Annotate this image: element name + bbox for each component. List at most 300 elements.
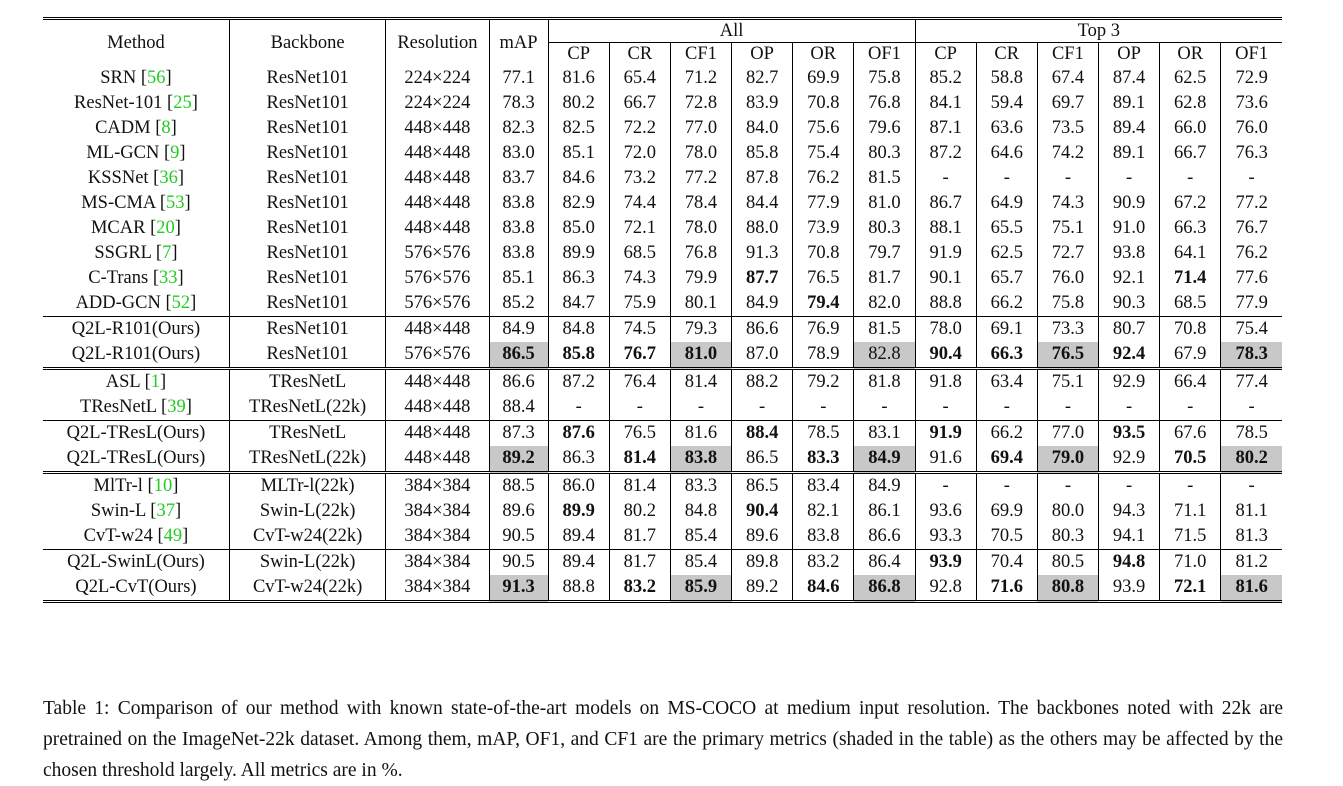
map-cell: 86.5 [489, 342, 548, 369]
all-cr-cell: 65.4 [609, 66, 670, 91]
top3-cf1-cell: 80.0 [1037, 499, 1098, 524]
all-cr-cell: - [609, 395, 670, 421]
all-or-cell: 84.6 [793, 575, 854, 602]
method-name: ASL [105, 372, 140, 392]
all-cf1-cell: 71.2 [670, 66, 731, 91]
all-of1-cell: 81.5 [854, 317, 915, 343]
top3-of1-cell: 81.3 [1221, 524, 1282, 550]
all-cf1-cell: 79.9 [670, 266, 731, 291]
table-row [43, 473, 1282, 500]
all-op-cell: 88.0 [732, 216, 793, 241]
all-of1-cell: 79.6 [854, 116, 915, 141]
top3-or-cell: 71.4 [1160, 266, 1221, 291]
all-cr-cell: 83.2 [609, 575, 670, 602]
table-row [43, 216, 1282, 241]
all-op-cell: 82.7 [732, 66, 793, 91]
backbone-cell: ResNet101 [229, 91, 385, 116]
resolution-cell: 224×224 [386, 91, 489, 116]
citation-link[interactable]: 36 [159, 168, 178, 188]
top3-cp-cell: 78.0 [915, 317, 976, 343]
map-cell: 85.1 [489, 266, 548, 291]
table-row [43, 141, 1282, 166]
table-row [43, 524, 1282, 550]
top3-op-cell: 92.9 [1098, 369, 1159, 396]
top3-op-cell: 93.5 [1098, 421, 1159, 447]
all-of1-cell: 81.0 [854, 191, 915, 216]
top3-or-cell: 66.0 [1160, 116, 1221, 141]
citation-link[interactable]: 49 [163, 526, 183, 546]
all-or-cell: - [793, 395, 854, 421]
table-caption: Table 1: Comparison of our method with known state-of-the-art models on MS-COCO at medium input resolution. The backbones noted with 22k are pretrained on the ImageNet-22k dataset. Among them, mAP, OF1, and CF1 are the primary metrics (shaded in the table) as the others may be affected by the chosen threshold largely. All metrics are in %. [43, 697, 1283, 781]
top3-cp-cell: - [915, 473, 976, 500]
header-resolution: Resolution [386, 19, 489, 67]
backbone-cell: TResNetL(22k) [229, 446, 385, 473]
citation-link[interactable]: 10 [153, 476, 173, 496]
backbone-cell: ResNet101 [229, 317, 385, 343]
all-cp-cell: 86.3 [548, 446, 609, 473]
all-op-cell: 88.2 [732, 369, 793, 396]
table-row [43, 369, 1282, 396]
top3-cp-cell: 93.3 [915, 524, 976, 550]
resolution-cell: 576×576 [386, 342, 489, 369]
all-of1-cell: 80.3 [854, 216, 915, 241]
top3-of1-cell: 75.4 [1221, 317, 1282, 343]
citation-link[interactable]: 1 [150, 372, 161, 392]
all-or-cell: 77.9 [793, 191, 854, 216]
table-row [43, 66, 1282, 91]
all-or-cell: 69.9 [793, 66, 854, 91]
top3-cr-cell: - [976, 473, 1037, 500]
all-or-cell: 78.5 [793, 421, 854, 447]
top3-cr-cell: 59.4 [976, 91, 1037, 116]
resolution-cell: 448×448 [386, 369, 489, 396]
citation-link[interactable]: 33 [159, 268, 178, 288]
all-cr-cell: 72.1 [609, 216, 670, 241]
resolution-cell: 576×576 [386, 291, 489, 317]
map-cell: 88.4 [489, 395, 548, 421]
top3-of1-cell: 73.6 [1221, 91, 1282, 116]
header-top3-cf1: CF1 [1037, 43, 1098, 67]
method-name: Q2L-TResL(Ours) [66, 448, 206, 468]
header-backbone: Backbone [229, 19, 385, 67]
top3-cf1-cell: 72.7 [1037, 241, 1098, 266]
method-name: MCAR [90, 218, 146, 238]
resolution-cell: 384×384 [386, 575, 489, 602]
top3-cf1-cell: 74.3 [1037, 191, 1098, 216]
backbone-cell: ResNet101 [229, 166, 385, 191]
top3-of1-cell: 76.7 [1221, 216, 1282, 241]
all-op-cell: 87.8 [732, 166, 793, 191]
citation-link[interactable]: 37 [156, 501, 175, 521]
top3-cf1-cell: - [1037, 395, 1098, 421]
table-row [43, 91, 1282, 116]
top3-cf1-cell: 75.1 [1037, 216, 1098, 241]
top3-cr-cell: 70.5 [976, 524, 1037, 550]
method-name: SRN [100, 68, 137, 88]
citation-link[interactable]: 20 [156, 218, 175, 238]
method-name: Q2L-CvT(Ours) [75, 577, 197, 597]
method-cell: MS-CMA [53] [81, 193, 191, 213]
top3-of1-cell: - [1221, 473, 1282, 500]
table-row [43, 342, 1282, 369]
all-cp-cell: 84.7 [548, 291, 609, 317]
map-cell: 85.2 [489, 291, 548, 317]
top3-of1-cell: 78.5 [1221, 421, 1282, 447]
map-cell: 83.8 [489, 216, 548, 241]
all-cf1-cell: 77.2 [670, 166, 731, 191]
all-or-cell: 75.6 [793, 116, 854, 141]
backbone-cell: MLTr-l(22k) [229, 473, 385, 500]
backbone-cell: TResNetL(22k) [229, 395, 385, 421]
method-cell: CADM [8] [95, 118, 177, 138]
top3-cp-cell: 88.1 [915, 216, 976, 241]
all-op-cell: 88.4 [732, 421, 793, 447]
table-row [43, 395, 1282, 421]
all-of1-cell: 86.4 [854, 550, 915, 576]
citation-link[interactable]: 9 [170, 143, 180, 163]
map-cell: 89.6 [489, 499, 548, 524]
top3-of1-cell: 81.1 [1221, 499, 1282, 524]
top3-op-cell: - [1098, 395, 1159, 421]
top3-of1-cell: 77.4 [1221, 369, 1282, 396]
top3-of1-cell: 76.0 [1221, 116, 1282, 141]
all-cp-cell: 87.2 [548, 369, 609, 396]
resolution-cell: 384×384 [386, 473, 489, 500]
all-op-cell: 84.9 [732, 291, 793, 317]
backbone-cell: ResNet101 [229, 66, 385, 91]
top3-cr-cell: 63.6 [976, 116, 1037, 141]
all-of1-cell: 75.8 [854, 66, 915, 91]
all-cr-cell: 81.4 [609, 446, 670, 473]
all-cp-cell: 81.6 [548, 66, 609, 91]
method-name: Q2L-R101(Ours) [71, 344, 201, 364]
top3-or-cell: 71.0 [1160, 550, 1221, 576]
method-name: CvT-w24 [83, 526, 153, 546]
top3-op-cell: 80.7 [1098, 317, 1159, 343]
top3-cr-cell: 65.7 [976, 266, 1037, 291]
method-name: MlTr-l [93, 476, 143, 496]
results-table-container [43, 17, 1282, 603]
backbone-cell: CvT-w24(22k) [229, 524, 385, 550]
top3-cp-cell: 92.8 [915, 575, 976, 602]
all-of1-cell: 80.3 [854, 141, 915, 166]
backbone-cell: TResNetL [229, 369, 385, 396]
all-cr-cell: 73.2 [609, 166, 670, 191]
method-name: Q2L-TResL(Ours) [66, 423, 206, 443]
top3-cf1-cell: 67.4 [1037, 66, 1098, 91]
header-all-op: OP [732, 43, 793, 67]
method-cell [43, 421, 229, 447]
method-cell: Swin-L [37] [90, 501, 182, 521]
table-row [43, 550, 1282, 576]
top3-of1-cell: 76.3 [1221, 141, 1282, 166]
table-row [43, 317, 1282, 343]
all-cr-cell: 74.3 [609, 266, 670, 291]
top3-cf1-cell: 69.7 [1037, 91, 1098, 116]
top3-op-cell: 87.4 [1098, 66, 1159, 91]
top3-cp-cell: 84.1 [915, 91, 976, 116]
map-cell: 83.0 [489, 141, 548, 166]
top3-cr-cell: 70.4 [976, 550, 1037, 576]
all-cr-cell: 74.5 [609, 317, 670, 343]
all-or-cell: 79.2 [793, 369, 854, 396]
header-top3-cp: CP [915, 43, 976, 67]
top3-cp-cell: 93.6 [915, 499, 976, 524]
resolution-cell: 448×448 [386, 191, 489, 216]
table-row [43, 241, 1282, 266]
top3-op-cell: 94.1 [1098, 524, 1159, 550]
top3-cp-cell: 90.4 [915, 342, 976, 369]
top3-or-cell: 70.8 [1160, 317, 1221, 343]
resolution-cell: 384×384 [386, 499, 489, 524]
top3-or-cell: 64.1 [1160, 241, 1221, 266]
method-cell: ADD-GCN [52] [75, 293, 197, 313]
top3-of1-cell: 78.3 [1221, 342, 1282, 369]
method-cell: ResNet-101 [25] [74, 93, 198, 113]
all-or-cell: 76.9 [793, 317, 854, 343]
top3-op-cell: - [1098, 166, 1159, 191]
top3-of1-cell: 81.2 [1221, 550, 1282, 576]
backbone-cell: ResNet101 [229, 116, 385, 141]
backbone-cell: Swin-L(22k) [229, 550, 385, 576]
top3-cf1-cell: 75.1 [1037, 369, 1098, 396]
method-cell: MCAR [20] [90, 218, 181, 238]
resolution-cell: 576×576 [386, 266, 489, 291]
top3-cf1-cell: 80.3 [1037, 524, 1098, 550]
backbone-cell: ResNet101 [229, 191, 385, 216]
map-cell: 84.9 [489, 317, 548, 343]
all-op-cell: 87.0 [732, 342, 793, 369]
top3-op-cell: 93.9 [1098, 575, 1159, 602]
all-cr-cell: 72.0 [609, 141, 670, 166]
header-top3-op: OP [1098, 43, 1159, 67]
all-cr-cell: 75.9 [609, 291, 670, 317]
table-header [43, 19, 1282, 67]
method-cell [43, 550, 229, 576]
top3-cp-cell: 91.8 [915, 369, 976, 396]
top3-cf1-cell: 77.0 [1037, 421, 1098, 447]
all-of1-cell: 76.8 [854, 91, 915, 116]
top3-or-cell: 72.1 [1160, 575, 1221, 602]
map-cell: 83.8 [489, 241, 548, 266]
all-op-cell: 83.9 [732, 91, 793, 116]
resolution-cell: 448×448 [386, 141, 489, 166]
all-cp-cell: 82.5 [548, 116, 609, 141]
top3-cf1-cell: 80.8 [1037, 575, 1098, 602]
all-cr-cell: 81.4 [609, 473, 670, 500]
backbone-cell: Swin-L(22k) [229, 499, 385, 524]
resolution-cell: 448×448 [386, 116, 489, 141]
top3-cf1-cell: 76.5 [1037, 342, 1098, 369]
backbone-cell: ResNet101 [229, 241, 385, 266]
map-cell: 77.1 [489, 66, 548, 91]
all-op-cell: 90.4 [732, 499, 793, 524]
resolution-cell: 448×448 [386, 395, 489, 421]
top3-of1-cell: 77.9 [1221, 291, 1282, 317]
method-name: ML-GCN [86, 143, 160, 163]
method-cell: TResNetL [39] [80, 397, 192, 417]
top3-of1-cell: - [1221, 166, 1282, 191]
top3-cp-cell: 91.9 [915, 241, 976, 266]
all-or-cell: 83.4 [793, 473, 854, 500]
all-cr-cell: 72.2 [609, 116, 670, 141]
all-cr-cell: 66.7 [609, 91, 670, 116]
top3-cr-cell: 63.4 [976, 369, 1037, 396]
resolution-cell: 448×448 [386, 421, 489, 447]
top3-of1-cell: 81.6 [1221, 575, 1282, 602]
map-cell: 90.5 [489, 550, 548, 576]
all-or-cell: 78.9 [793, 342, 854, 369]
top3-cf1-cell: 79.0 [1037, 446, 1098, 473]
method-cell [43, 575, 229, 602]
resolution-cell: 448×448 [386, 317, 489, 343]
top3-op-cell: 93.8 [1098, 241, 1159, 266]
all-cf1-cell: 78.0 [670, 141, 731, 166]
citation-link[interactable]: 53 [166, 193, 185, 213]
backbone-cell: ResNet101 [229, 266, 385, 291]
top3-or-cell: 67.6 [1160, 421, 1221, 447]
method-name: CADM [95, 118, 151, 138]
method-cell: C-Trans [33] [88, 268, 184, 288]
method-cell: KSSNet [36] [87, 168, 185, 188]
all-of1-cell: 83.1 [854, 421, 915, 447]
all-cf1-cell: 72.8 [670, 91, 731, 116]
all-cr-cell: 76.7 [609, 342, 670, 369]
all-cf1-cell: 76.8 [670, 241, 731, 266]
top3-cf1-cell: 75.8 [1037, 291, 1098, 317]
method-cell [43, 317, 229, 343]
all-cp-cell: 85.8 [548, 342, 609, 369]
top3-cp-cell: 88.8 [915, 291, 976, 317]
top3-cr-cell: 64.6 [976, 141, 1037, 166]
map-cell: 78.3 [489, 91, 548, 116]
all-or-cell: 83.8 [793, 524, 854, 550]
all-of1-cell: 79.7 [854, 241, 915, 266]
top3-cr-cell: 66.2 [976, 421, 1037, 447]
top3-op-cell: 90.3 [1098, 291, 1159, 317]
all-cr-cell: 80.2 [609, 499, 670, 524]
top3-cr-cell: 69.1 [976, 317, 1037, 343]
method-name: Swin-L [90, 501, 146, 521]
all-cr-cell: 81.7 [609, 550, 670, 576]
all-cp-cell: 86.3 [548, 266, 609, 291]
top3-cf1-cell: - [1037, 166, 1098, 191]
method-name: KSSNet [87, 168, 149, 188]
top3-or-cell: 62.8 [1160, 91, 1221, 116]
backbone-cell: ResNet101 [229, 291, 385, 317]
table-body [43, 66, 1282, 602]
resolution-cell: 448×448 [386, 166, 489, 191]
top3-of1-cell: 77.2 [1221, 191, 1282, 216]
header-top3-cr: CR [976, 43, 1037, 67]
all-cf1-cell: 78.4 [670, 191, 731, 216]
all-cp-cell: 82.9 [548, 191, 609, 216]
backbone-cell: CvT-w24(22k) [229, 575, 385, 602]
top3-of1-cell: 80.2 [1221, 446, 1282, 473]
top3-cr-cell: - [976, 166, 1037, 191]
top3-cr-cell: 65.5 [976, 216, 1037, 241]
header-all-cp: CP [548, 43, 609, 67]
map-cell: 82.3 [489, 116, 548, 141]
table-row [43, 166, 1282, 191]
map-cell: 88.5 [489, 473, 548, 500]
header-all-cr: CR [609, 43, 670, 67]
citation-link[interactable]: 56 [147, 68, 166, 88]
method-cell: ASL [1] [43, 369, 229, 396]
top3-or-cell: 66.4 [1160, 369, 1221, 396]
table-row [43, 116, 1282, 141]
top3-cr-cell: 62.5 [976, 241, 1037, 266]
top3-cr-cell: 66.3 [976, 342, 1037, 369]
all-op-cell: - [732, 395, 793, 421]
citation-link[interactable]: 7 [162, 243, 172, 263]
top3-cp-cell: 87.1 [915, 116, 976, 141]
header-top3-of1: OF1 [1221, 43, 1282, 67]
all-of1-cell: 84.9 [854, 473, 915, 500]
all-cf1-cell: 85.9 [670, 575, 731, 602]
citation-link[interactable]: 25 [173, 93, 192, 113]
map-cell: 89.2 [489, 446, 548, 473]
all-cp-cell: 89.9 [548, 499, 609, 524]
all-cp-cell: 85.1 [548, 141, 609, 166]
top3-of1-cell: 76.2 [1221, 241, 1282, 266]
all-of1-cell: 81.5 [854, 166, 915, 191]
table-row [43, 499, 1282, 524]
top3-cr-cell: 69.4 [976, 446, 1037, 473]
table-row [43, 266, 1282, 291]
citation-link[interactable]: 8 [161, 118, 171, 138]
map-cell: 86.6 [489, 369, 548, 396]
all-op-cell: 91.3 [732, 241, 793, 266]
top3-or-cell: 62.5 [1160, 66, 1221, 91]
all-cp-cell: 88.8 [548, 575, 609, 602]
map-cell: 87.3 [489, 421, 548, 447]
all-cp-cell: 86.0 [548, 473, 609, 500]
citation-link[interactable]: 52 [171, 293, 191, 313]
top3-of1-cell: 77.6 [1221, 266, 1282, 291]
method-name: ADD-GCN [75, 293, 161, 313]
all-or-cell: 82.1 [793, 499, 854, 524]
header-top3-or: OR [1160, 43, 1221, 67]
all-cf1-cell: - [670, 395, 731, 421]
top3-op-cell: 89.1 [1098, 91, 1159, 116]
table-row [43, 421, 1282, 447]
top3-or-cell: 67.2 [1160, 191, 1221, 216]
all-op-cell: 86.5 [732, 473, 793, 500]
all-cf1-cell: 77.0 [670, 116, 731, 141]
all-cp-cell: 87.6 [548, 421, 609, 447]
header-map: mAP [489, 19, 548, 67]
all-op-cell: 84.4 [732, 191, 793, 216]
top3-cp-cell: 85.2 [915, 66, 976, 91]
all-op-cell: 89.8 [732, 550, 793, 576]
top3-or-cell: 71.1 [1160, 499, 1221, 524]
top3-cf1-cell: 80.5 [1037, 550, 1098, 576]
results-table [43, 17, 1282, 603]
citation-link[interactable]: 39 [167, 397, 186, 417]
all-or-cell: 70.8 [793, 91, 854, 116]
all-or-cell: 83.2 [793, 550, 854, 576]
all-cp-cell: 85.0 [548, 216, 609, 241]
all-cr-cell: 76.4 [609, 369, 670, 396]
method-cell [43, 342, 229, 369]
all-cr-cell: 76.5 [609, 421, 670, 447]
top3-or-cell: 68.5 [1160, 291, 1221, 317]
all-cp-cell: 80.2 [548, 91, 609, 116]
all-or-cell: 79.4 [793, 291, 854, 317]
resolution-cell: 384×384 [386, 550, 489, 576]
top3-cp-cell: 87.2 [915, 141, 976, 166]
